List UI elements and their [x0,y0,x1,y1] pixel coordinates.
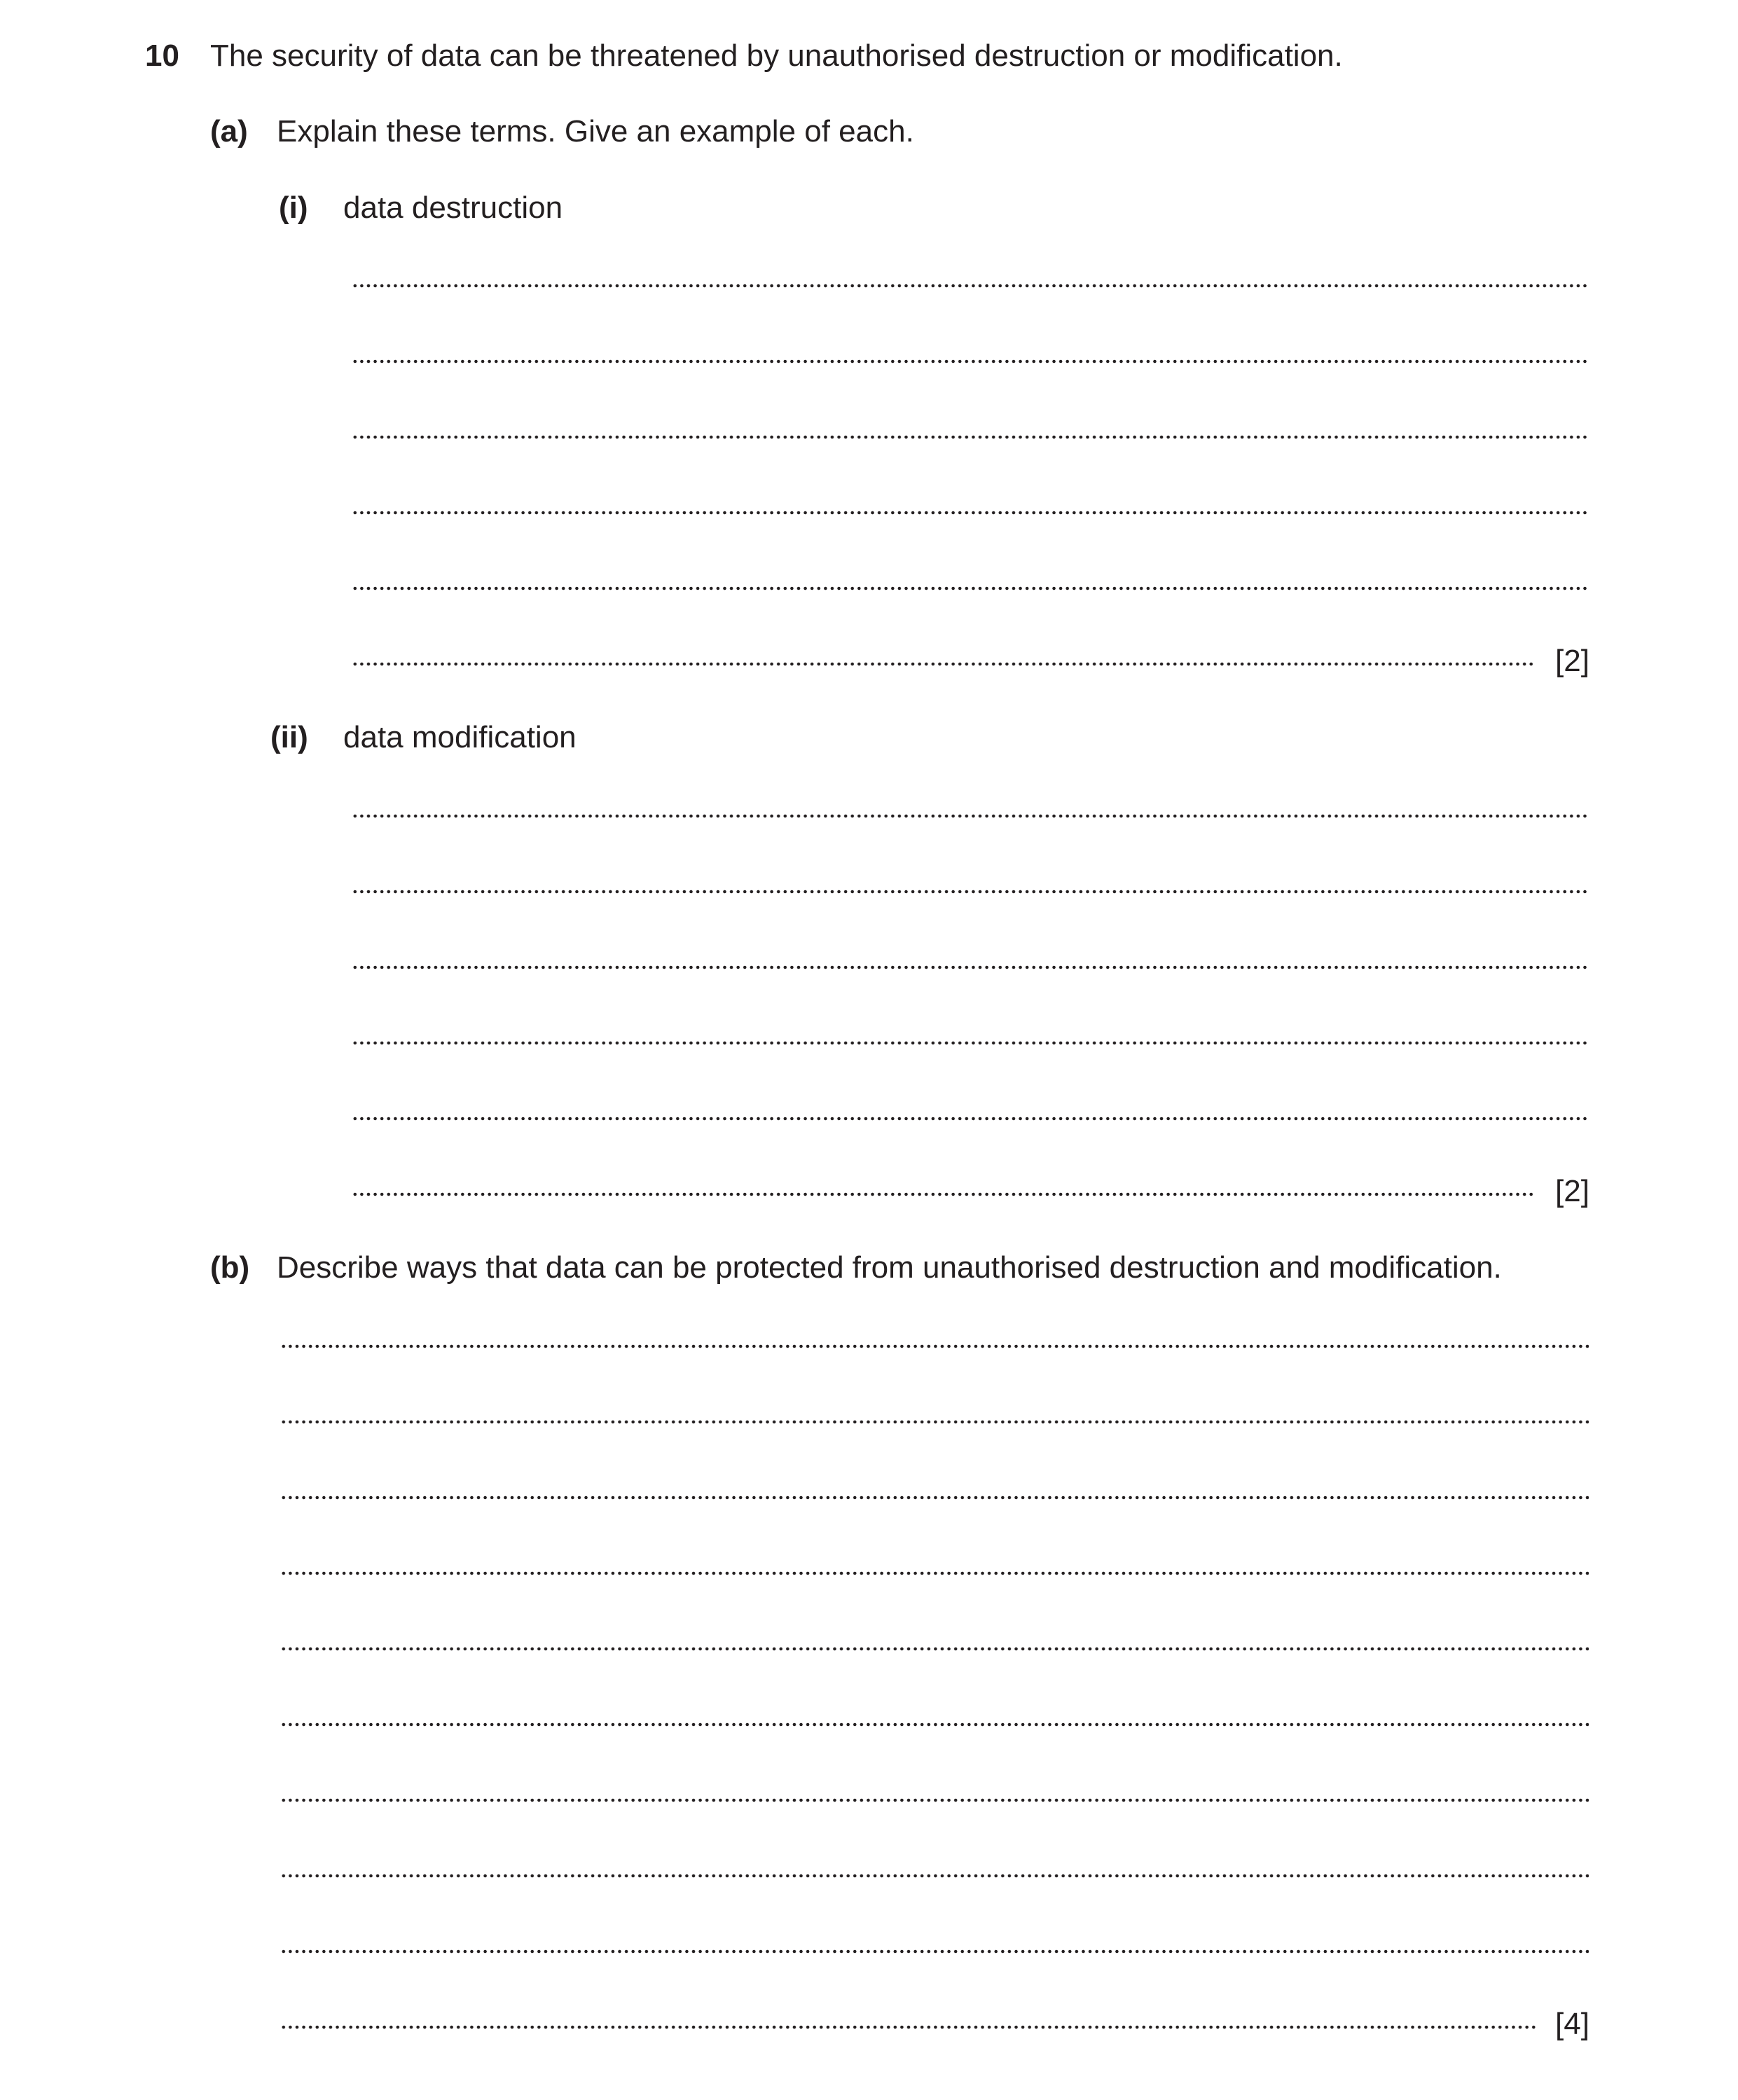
answer-line[interactable] [280,1419,1589,1425]
sub-ii-term: data modification [343,720,577,754]
question-number: 10 [145,39,179,73]
marks-b: [4] [1555,2007,1589,2041]
answer-line[interactable] [280,1646,1589,1652]
answer-line[interactable] [352,813,1589,819]
part-a-prompt: Explain these terms. Give an example of each. [277,114,914,148]
marks-i: [2] [1555,644,1589,678]
answer-line[interactable] [280,1949,1589,1954]
answer-line[interactable] [280,1343,1589,1349]
answer-line[interactable] [352,586,1589,591]
part-b-prompt: Describe ways that data can be protected from unauthorised destruction and modification. [277,1250,1502,1285]
part-a-label: (a) [210,114,248,148]
answer-line[interactable] [280,1495,1589,1500]
sub-i-label: (i) [279,191,308,225]
answer-line[interactable] [352,889,1589,894]
question-stem: The security of data can be threatened by unauthorised destruction or modification. [210,39,1343,73]
marks-ii: [2] [1555,1174,1589,1208]
sub-i-term: data destruction [343,191,563,225]
answer-line[interactable] [352,1191,1536,1197]
answer-line[interactable] [280,2024,1536,2030]
answer-line[interactable] [280,1570,1589,1576]
sub-ii-label: (ii) [270,720,308,754]
answer-line[interactable] [352,359,1589,364]
answer-line[interactable] [280,1722,1589,1727]
answer-line[interactable] [352,510,1589,516]
answer-line[interactable] [352,434,1589,440]
answer-line[interactable] [280,1873,1589,1879]
part-b-label: (b) [210,1250,250,1285]
answer-line[interactable] [352,661,1536,667]
answer-line[interactable] [352,1116,1589,1121]
answer-line[interactable] [352,1040,1589,1046]
answer-line[interactable] [280,1797,1589,1803]
answer-line[interactable] [352,965,1589,970]
answer-line[interactable] [352,283,1589,289]
